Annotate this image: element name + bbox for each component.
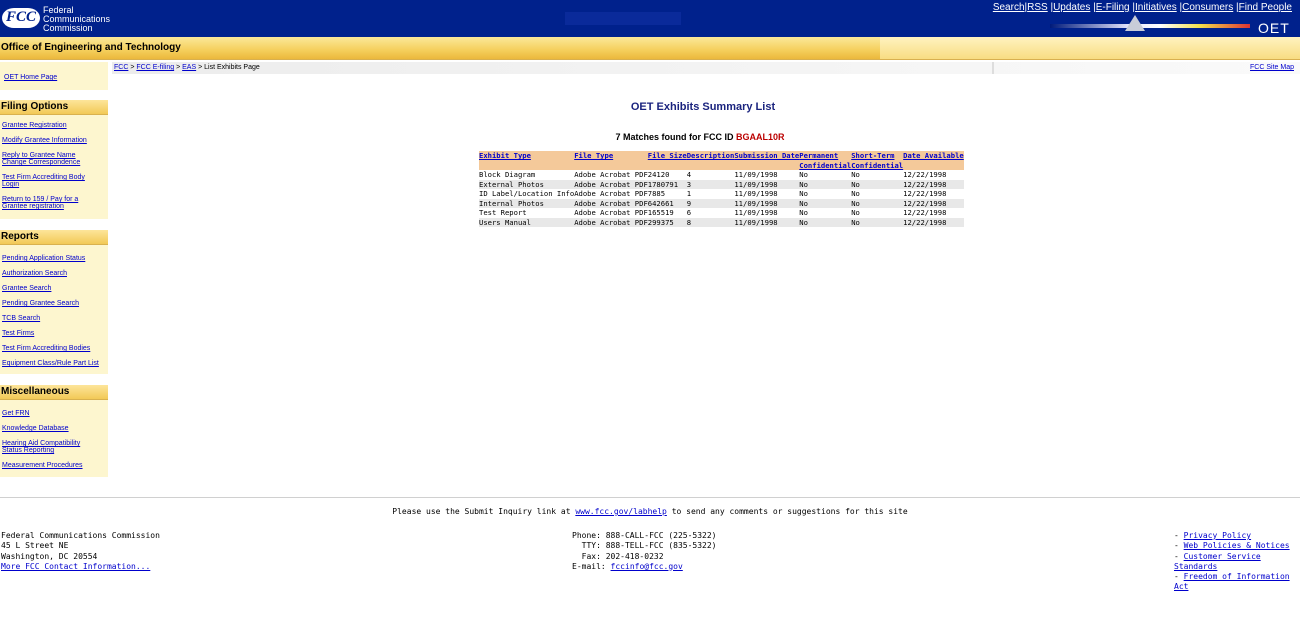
column-header[interactable] [851, 151, 903, 170]
page-title: OET Exhibits Summary List [630, 101, 776, 113]
exhibit-type-cell[interactable]: Users Manual [479, 218, 574, 228]
table-row [479, 208, 964, 218]
header-search-box[interactable] [565, 12, 681, 25]
breadcrumb-fcc[interactable]: FCC [114, 64, 129, 71]
top-links: Search|RSS |Updates |E-Filing |Initiatives |Consumers |Find People [992, 2, 1292, 13]
nav-return-159[interactable]: Return to 159 / Pay for a Grantee registration [2, 196, 79, 210]
table-cell: 12/22/1998 [903, 189, 947, 198]
column-header[interactable] [734, 151, 799, 170]
table-cell: 6 [686, 208, 692, 217]
table-cell: 8 [687, 218, 735, 228]
exhibits-table [479, 151, 964, 227]
site-header [0, 0, 1300, 37]
exhibit-type-cell[interactable]: Test Report [479, 208, 527, 217]
filing-options-section [0, 100, 108, 219]
breadcrumb-divider [992, 62, 994, 74]
table-cell: 165519 [647, 208, 674, 217]
table-cell: 12/22/1998 [903, 218, 964, 228]
inquiry-text-before: Please use the Submit Inquiry link at [392, 507, 571, 516]
inquiry-notice [0, 507, 1300, 516]
breadcrumb-efiling[interactable]: FCC E-filing [136, 64, 175, 71]
table-cell: No [851, 199, 903, 209]
nav-grantee-search[interactable]: Grantee Search [2, 285, 52, 292]
breadcrumb-sep: > [198, 64, 203, 71]
footer-contact-numbers [572, 531, 717, 572]
nav-measurement-procedures[interactable]: Measurement Procedures [2, 462, 83, 469]
nav-reply-grantee-name-change[interactable]: Reply to Grantee Name Change Correspondence [2, 152, 81, 166]
toplink-search[interactable]: Search [992, 2, 1025, 13]
filing-options-heading: Filing Options [0, 100, 108, 115]
nav-knowledge-database[interactable]: Knowledge Database [2, 425, 69, 432]
table-cell: No [851, 218, 903, 228]
site-map-link[interactable]: FCC Site Map [1250, 64, 1294, 71]
matches-text: 7 Matches found for FCC ID [615, 132, 734, 142]
exhibit-type-cell[interactable]: Internal Photos [479, 199, 574, 209]
nav-authorization-search[interactable]: Authorization Search [2, 270, 67, 277]
table-cell: 11/09/1998 [734, 199, 799, 209]
table-cell: 1 [686, 189, 692, 198]
table-row [479, 180, 964, 190]
table-cell: 4 [686, 170, 692, 179]
column-header[interactable] [574, 151, 648, 170]
privacy-policy-link[interactable]: Privacy Policy [1183, 531, 1252, 540]
column-header-text: Exhibit Type [479, 151, 531, 160]
policy-item: - Freedom of Information Act [1174, 572, 1290, 592]
table-cell: 24120 [647, 170, 670, 179]
labhelp-link[interactable]: www.fcc.gov/labhelp [575, 507, 667, 516]
policy-item: - Privacy Policy [1174, 531, 1252, 540]
exhibits-body [479, 170, 964, 227]
footer-address [1, 531, 160, 572]
table-cell: 9 [687, 199, 735, 209]
customer-service-standards-link[interactable]: Customer Service Standards [1174, 551, 1261, 571]
table-row [479, 170, 964, 180]
table-cell: 7885 [647, 189, 666, 198]
agency-line-3: Commission [43, 23, 93, 33]
breadcrumb-sep: > [176, 64, 181, 71]
oet-home-link[interactable]: OET Home Page [4, 74, 58, 81]
agency-line-1: Federal [43, 5, 74, 15]
table-cell: 1780791 [648, 180, 687, 190]
column-header[interactable] [648, 151, 687, 170]
table-row [479, 199, 964, 209]
toplink-consumers[interactable]: Consumers [1182, 2, 1234, 13]
column-header[interactable] [479, 151, 574, 170]
nav-grantee-registration[interactable]: Grantee Registration [2, 122, 67, 129]
fcc-id: BGAAL10R [736, 132, 785, 142]
phone-line: Phone: 888-CALL-FCC (225-5322) [572, 531, 717, 540]
fcc-logo-text: FCC [6, 9, 37, 25]
foia-link[interactable]: Freedom of Information Act [1174, 572, 1290, 592]
breadcrumb-path [114, 62, 260, 74]
nav-pending-grantee-search[interactable]: Pending Grantee Search [2, 300, 80, 307]
office-bar [0, 37, 1300, 60]
table-cell: 11/09/1998 [734, 208, 778, 217]
exhibit-type-cell[interactable]: Block Diagram [479, 170, 536, 179]
agency-name [43, 6, 123, 33]
address-line-2: 45 L Street NE [1, 541, 69, 551]
table-cell: 12/22/1998 [903, 199, 964, 209]
column-header-text: Confidential [851, 160, 904, 170]
inquiry-text-after: to send any comments or suggestions for this site [671, 507, 908, 516]
table-cell: Adobe Acrobat PDF [574, 189, 648, 198]
table-cell: 11/09/1998 [734, 189, 778, 198]
table-cell: No [851, 180, 903, 190]
toplink-efiling[interactable]: E-Filing [1095, 2, 1130, 13]
reports-section [0, 230, 108, 374]
table-cell: Adobe Acrobat PDF [574, 208, 648, 217]
column-header-text: File Type [574, 151, 614, 160]
table-row [479, 189, 964, 199]
exhibit-type-cell[interactable]: ID Label/Location Info [479, 189, 575, 198]
column-header[interactable] [903, 151, 964, 170]
column-header[interactable] [687, 151, 735, 170]
nav-tcb-search[interactable]: TCB Search [2, 315, 41, 322]
column-header-text: Confidential [799, 160, 852, 170]
toplink-find-people[interactable]: Find People [1238, 2, 1292, 13]
table-cell: 3 [687, 180, 735, 190]
nav-test-firm-login[interactable]: Test Firm Accrediting Body Login [2, 174, 85, 188]
toplink-initiatives[interactable]: Initiatives [1135, 2, 1177, 13]
table-cell: No [799, 170, 808, 179]
oet-triangle-icon [1125, 15, 1145, 31]
email-line [572, 562, 717, 572]
matches-summary [600, 132, 800, 142]
exhibits-header-row [479, 151, 964, 170]
fcc-logo[interactable] [2, 6, 112, 32]
table-cell: No [799, 218, 851, 228]
nav-pending-application-status[interactable]: Pending Application Status [2, 255, 86, 262]
address-line-1: Federal Communications Commission [1, 531, 160, 540]
column-header[interactable] [799, 151, 851, 170]
nav-modify-grantee-info[interactable]: Modify Grantee Information [2, 137, 87, 144]
oet-home-box [0, 62, 108, 90]
table-cell: Adobe Acrobat PDF [574, 217, 648, 227]
agency-line-2: Communications [43, 14, 111, 24]
nav-test-firm-accrediting-bodies[interactable]: Test Firm Accrediting Bodies [2, 345, 91, 352]
footer-policies [1174, 531, 1300, 593]
email-link[interactable]: fccinfo@fcc.gov [610, 561, 683, 571]
column-header-text: File Size [647, 151, 687, 160]
nav-hearing-aid-compatibility[interactable]: Hearing Aid Compatibility Status Reporting [2, 440, 81, 454]
table-cell: 12/22/1998 [903, 208, 947, 217]
table-cell: Adobe Acrobat PDF [574, 179, 648, 189]
nav-equipment-class-list[interactable]: Equipment Class/Rule Part List [2, 360, 99, 367]
table-cell: 12/22/1998 [903, 170, 947, 179]
breadcrumb-current: List Exhibits Page [204, 64, 260, 71]
toplink-rss[interactable]: RSS [1027, 2, 1048, 13]
web-policies-link[interactable]: Web Policies & Notices [1183, 541, 1290, 551]
exhibit-type-cell[interactable]: External Photos [479, 180, 574, 190]
table-cell: No [799, 180, 851, 190]
policy-item: - Web Policies & Notices [1174, 541, 1290, 551]
table-cell: 12/22/1998 [903, 180, 964, 190]
more-contact-link[interactable]: More FCC Contact Information... [1, 561, 151, 571]
nav-test-firms[interactable]: Test Firms [2, 330, 35, 337]
policy-item: - Customer Service Standards [1174, 551, 1261, 571]
office-title: Office of Engineering and Technology [1, 42, 181, 53]
table-cell: 299375 [648, 218, 687, 228]
nav-get-frn[interactable]: Get FRN [2, 410, 30, 417]
reports-heading: Reports [0, 230, 108, 245]
toplink-updates[interactable]: Updates [1053, 2, 1091, 13]
table-cell: No [851, 208, 860, 217]
column-header-text: Description [686, 151, 735, 160]
column-header-text: Short-Term [851, 151, 895, 160]
table-cell: No [799, 199, 851, 209]
misc-section [0, 385, 108, 477]
table-cell: No [851, 189, 860, 198]
fax-line: Fax: 202-418-0232 [572, 551, 664, 561]
table-cell: Adobe Acrobat PDF [574, 170, 648, 179]
oet-logo: OET [1258, 20, 1290, 36]
table-cell: 642661 [648, 199, 687, 209]
table-cell: 11/09/1998 [734, 180, 799, 190]
table-cell: 11/09/1998 [734, 170, 778, 179]
breadcrumb-eas[interactable]: EAS [182, 64, 197, 71]
misc-heading: Miscellaneous [0, 385, 108, 400]
email-label: E-mail: [572, 561, 606, 571]
tty-line: TTY: 888-TELL-FCC (835-5322) [572, 541, 717, 551]
table-row [479, 218, 964, 228]
office-bar-fill [880, 37, 1300, 59]
column-header-text: Permanent [799, 151, 839, 160]
column-header-text: Date Available [903, 151, 964, 160]
breadcrumb-sep: > [130, 64, 135, 71]
table-cell: Adobe Acrobat PDF [574, 198, 648, 208]
table-cell: No [851, 170, 860, 179]
address-line-3: Washington, DC 20554 [1, 551, 98, 561]
table-cell: 11/09/1998 [734, 218, 799, 228]
table-cell: No [799, 189, 808, 198]
footer-divider [0, 497, 1300, 498]
oet-swoosh-graphic [1050, 24, 1250, 28]
table-cell: No [799, 208, 808, 217]
breadcrumb [112, 62, 1300, 74]
column-header-text: Submission Date [734, 151, 800, 160]
